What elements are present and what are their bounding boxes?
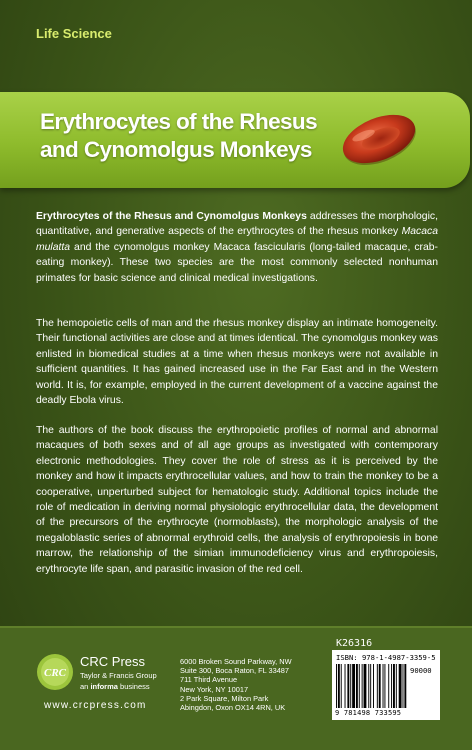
isbn-text: ISBN: 978-1-4987-3359-5 [336, 653, 436, 662]
barcode-bar [356, 664, 358, 708]
business-suffix: business [117, 682, 150, 691]
title-line-2: and Cynomolgus Monkeys [40, 137, 312, 162]
barcode-bar [384, 664, 385, 708]
isbn-barcode-box [332, 650, 440, 720]
series-label: Life Science [36, 26, 112, 41]
business-brand: informa [90, 682, 118, 691]
barcode-bar [403, 664, 404, 708]
barcode-bar [359, 664, 360, 708]
crc-logo-text: CRC [43, 667, 67, 679]
crc-logo-icon [36, 653, 74, 691]
barcode-bar [352, 664, 355, 708]
barcode-bar [399, 664, 402, 708]
barcode-bar [379, 664, 381, 708]
barcode-bar [370, 664, 371, 708]
business-prefix: an [80, 682, 91, 691]
title-band [0, 92, 470, 188]
blurb-paragraph-3: The authors of the book discuss the erythropoietic profiles of normal and abnormal macaques of both sexes and of all age groups as investigated with contemporary electronic methodologies. They cover the role of stress as it is perceived by the monkey and how it impacts erythrocellular values, and how to train the monkey to be a cooperative, unperturbed subject for hematologic study. Additional topics include the role of medication in deriving normal physiologic erythrocellular data, the development of the precursors of the erythrocyte (normoblasts), the morphologic analysis of the megaloblastic series of abnormal erythroid cells, the analysis of erythropoiesis in bone marrow, the relationship of the simian immunodeficiency virus and erythropoiesis, erythrocyte life span, and parasitic invasion of the red cell. [36, 425, 438, 575]
blurb-p1-text-b: and the cynomolgus monkey Macaca fascicularis (long-tailed macaque, crab-eating monkey). These two species are the most commonly selected nonhuman primates for basic science and clinical medical investigations. [36, 241, 438, 284]
barcode-bar [404, 664, 406, 708]
barcode-bar [383, 664, 384, 708]
footer-divider [0, 626, 472, 628]
barcode-bar [341, 664, 342, 708]
blurb-species-italic: Macaca mulatta [36, 226, 438, 253]
address-line: New York, NY 10017 [180, 684, 249, 694]
red-blood-cell-icon [336, 110, 422, 168]
blurb-title-bold: Erythrocytes of the Rhesus and Cynomolgus Monkeys [36, 211, 307, 222]
barcode-bar [396, 664, 397, 708]
barcode-bar [350, 664, 351, 708]
barcode-bar [362, 664, 363, 708]
blurb-paragraph-2: The hemopoietic cells of man and the rhesus monkey display an intimate homogeneity. Their functional activities are close and at times identical. The cynomolgus monkey was enlisted in biomedical studies at a time when rhesus monkeys were not available in sufficient quantities. It has gained increased use in the Far East and in the Western world. It is, for example, employed in the current development of a vaccine against the deadly Ebola virus. [36, 318, 438, 407]
title-line-1: Erythrocytes of the Rhesus [40, 109, 317, 134]
barcode-bar [377, 664, 378, 708]
barcode-bar [338, 664, 340, 708]
barcode-bar [347, 664, 349, 708]
barcode-bar [368, 664, 369, 708]
publisher-business-line [80, 682, 150, 691]
barcode-bar [345, 664, 346, 708]
blurb-paragraph-1 [36, 209, 438, 286]
barcode-bar [373, 664, 374, 708]
address-line: Abingdon, Oxon OX14 4RN, UK [180, 703, 286, 713]
publisher-address [180, 657, 320, 712]
blurb-p1-text-a: addresses the morphologic, quantitative, and generative aspects of the erythrocytes of the rhesus monkey [36, 211, 438, 238]
address-line: 2 Park Square, Milton Park [180, 693, 269, 703]
book-title [40, 108, 350, 164]
barcode-bar [393, 664, 395, 708]
price-code: 90000 [410, 666, 432, 675]
address-line: 711 Third Avenue [180, 675, 238, 685]
address-line: Suite 300, Boca Raton, FL 33487 [180, 666, 290, 676]
barcode-bar [388, 664, 389, 708]
barcode-bar [391, 664, 392, 708]
publisher-name: CRC Press [80, 654, 146, 669]
catalog-code: K26316 [336, 638, 373, 649]
publisher-url: www.crcpress.com [44, 700, 147, 711]
publisher-group: Taylor & Francis Group [80, 671, 157, 680]
barcode-bar [336, 664, 337, 708]
barcode-icon [336, 664, 436, 708]
address-line: 6000 Broken Sound Parkway, NW [180, 657, 292, 666]
barcode-bar [364, 664, 367, 708]
barcode-digits: 9 781498 733595 [335, 709, 402, 717]
